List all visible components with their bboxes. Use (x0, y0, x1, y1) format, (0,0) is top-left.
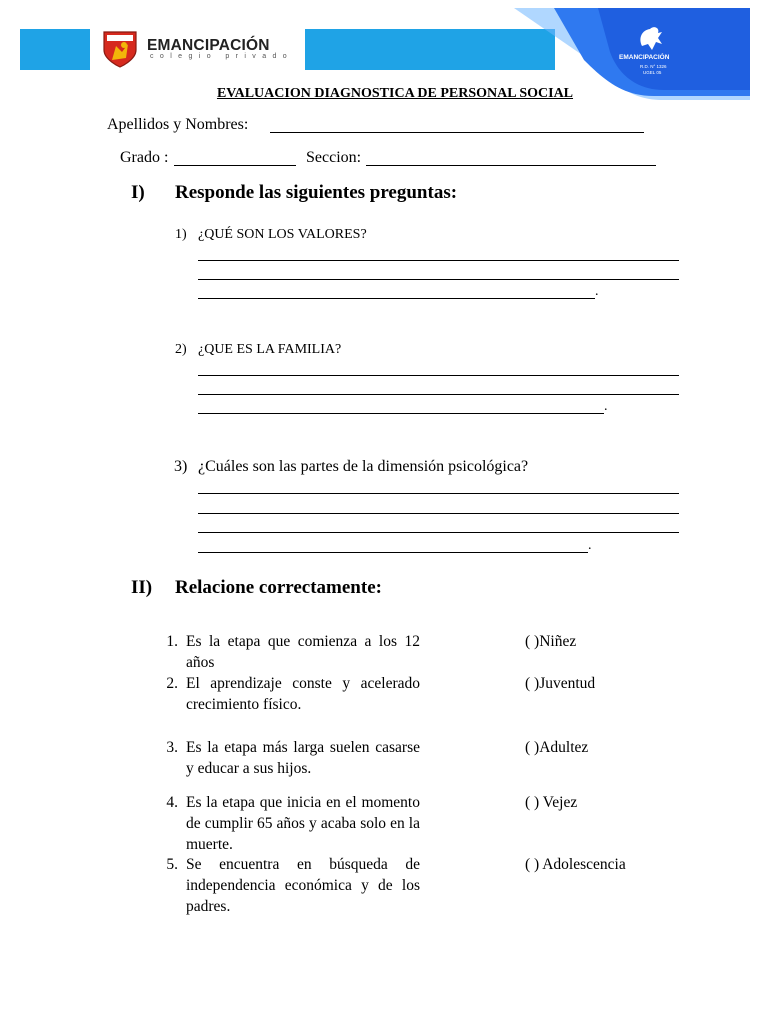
part1-heading: Responde las siguientes preguntas: (175, 182, 458, 203)
question-text: ¿QUE ES LA FAMILIA? (198, 342, 342, 357)
header-band-left (20, 29, 90, 70)
answer-line[interactable] (198, 493, 679, 494)
grade-blank[interactable] (174, 165, 296, 166)
part1-numeral: I) (131, 182, 145, 203)
answer-line[interactable] (198, 394, 679, 395)
brand-name: EMANCIPACIÓN (147, 37, 270, 54)
answer-line[interactable] (198, 375, 679, 376)
section-blank[interactable] (366, 165, 656, 166)
part2-heading: Relacione correctamente: (175, 577, 382, 598)
question-number: 1) (175, 227, 187, 242)
answer-line[interactable] (198, 413, 604, 414)
match-item-number: 2. (166, 675, 178, 692)
badge-line1: R.D. N° 1326 (640, 64, 667, 69)
part2-numeral: II) (131, 577, 153, 598)
question-text: ¿QUÉ SON LOS VALORES? (198, 227, 367, 242)
answer-line[interactable] (198, 552, 588, 553)
school-shield-icon (102, 30, 138, 68)
section-label: Seccion: (306, 149, 362, 166)
match-option[interactable]: ( ) Vejez (525, 794, 578, 811)
answer-line[interactable] (198, 298, 595, 299)
answer-period: . (604, 399, 608, 414)
match-item-text: Es la etapa que inicia en el momento de cumplir 65 años y acaba solo en la muerte. (186, 794, 420, 853)
match-item-text: El aprendizaje conste y acelerado crecimiento físico. (186, 675, 420, 713)
answer-line[interactable] (198, 279, 679, 280)
answer-period: . (595, 284, 599, 299)
school-badge-logo (514, 0, 750, 100)
answer-line[interactable] (198, 513, 679, 514)
page-title: EVALUACION DIAGNOSTICA DE PERSONAL SOCIAL (216, 86, 574, 101)
match-option[interactable]: ( )Juventud (525, 675, 596, 692)
answer-line[interactable] (198, 532, 679, 533)
names-label: Apellidos y Nombres: (107, 116, 249, 133)
grade-label: Grado : (120, 149, 169, 166)
match-item-text: Se encuentra en búsqueda de independencia económica y de los padres. (186, 856, 420, 915)
badge-line2: UGEL 05 (643, 70, 662, 75)
match-item-text: Es la etapa que comienza a los 12 años (186, 633, 420, 671)
match-item-number: 3. (166, 739, 178, 756)
match-option[interactable]: ( )Adultez (525, 739, 589, 756)
brand-subtitle: colegio privado (150, 53, 294, 60)
names-blank[interactable] (270, 132, 644, 133)
answer-period: . (588, 538, 592, 553)
match-item-number: 5. (166, 856, 178, 873)
match-option[interactable]: ( ) Adolescencia (525, 856, 626, 873)
question-number: 2) (175, 342, 187, 357)
question-number: 3) (174, 458, 188, 475)
match-item-number: 4. (166, 794, 178, 811)
match-option[interactable]: ( )Niñez (525, 633, 577, 650)
match-item-text: Es la etapa más larga suelen casarse y educar a sus hijos. (186, 739, 420, 777)
badge-name: EMANCIPACIÓN (619, 54, 670, 61)
answer-line[interactable] (198, 260, 679, 261)
match-item-number: 1. (166, 633, 178, 650)
question-text: ¿Cuáles son las partes de la dimensión psicológica? (198, 458, 529, 475)
